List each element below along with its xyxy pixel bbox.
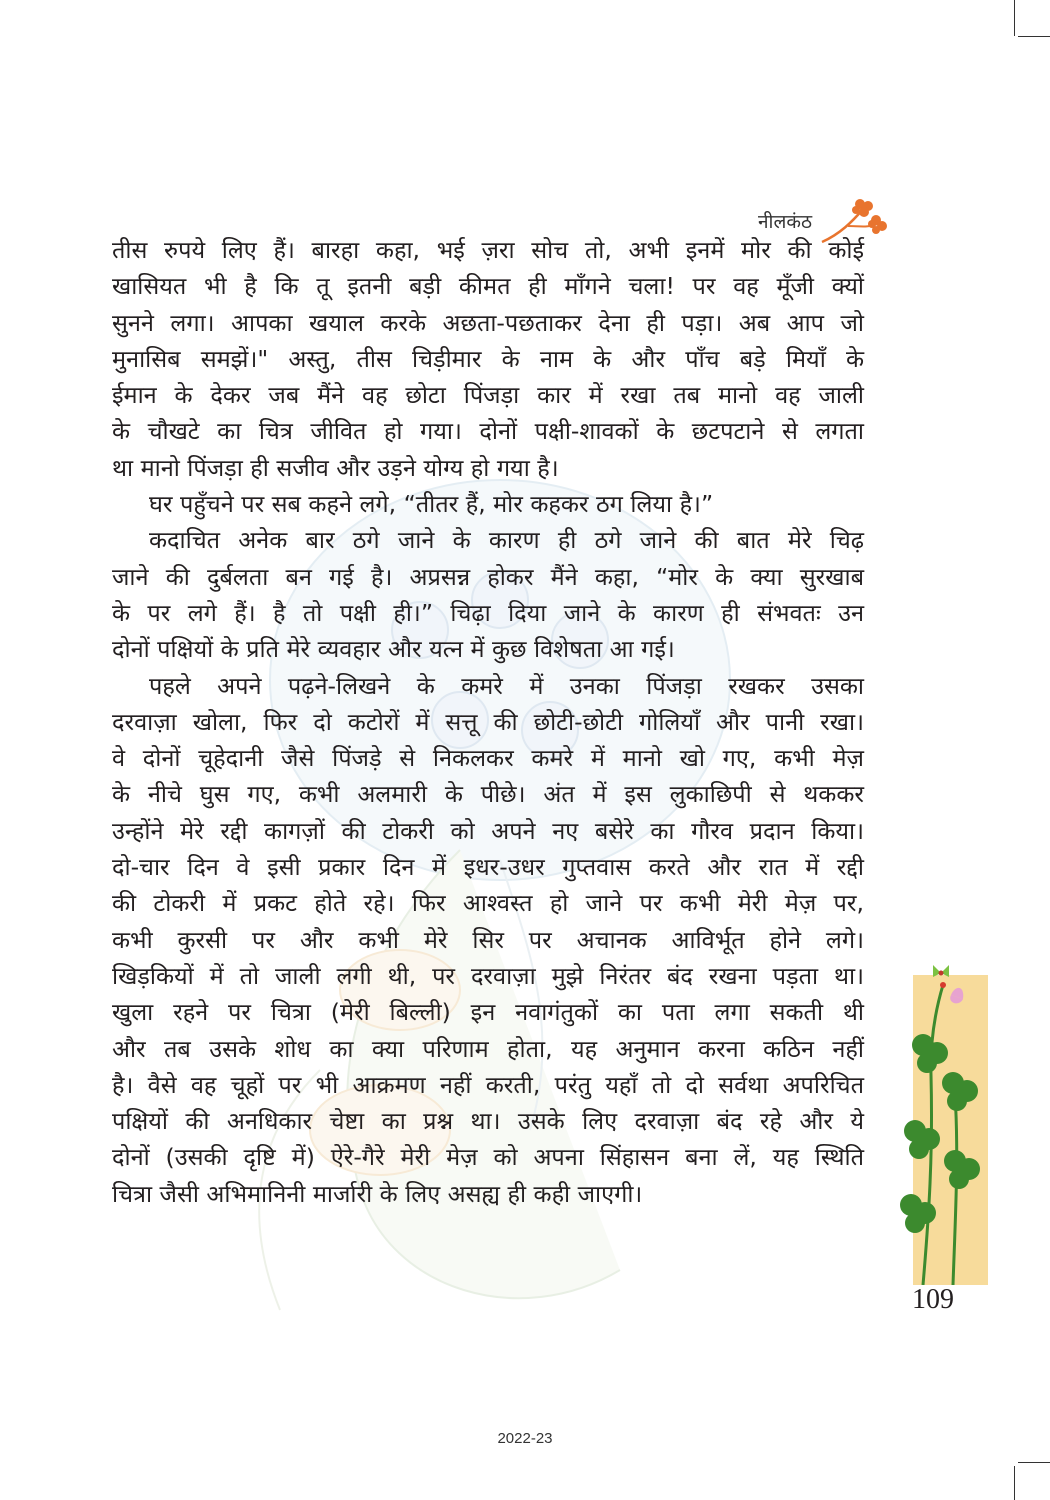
text-line: तीस रुपये लिए हैं। बारहा कहा, भई ज़रा सोच तो, अभी इनमें मोर की कोई [112,236,864,264]
text-line: जाने की दुर्बलता बन गई है। अप्रसन्न होकर मैंने कहा, “मोर के क्या सुरखाब [112,562,864,591]
butterfly-icon [933,965,949,977]
text-line: दोनों (उसकी दृष्टि में) ऐरे-गैरे मेरी मेज़ को अपना सिंहासन बना लें, यह स्थिति [112,1143,864,1172]
chapter-title: नीलकंठ [758,211,812,233]
text-line: के नीचे घुस गए, कभी अलमारी के पीछे। अंत में इस लुकाछिपी से थककर [112,780,864,809]
text-line: खासियत भी है कि तू इतनी बड़ी कीमत ही माँगने चला! पर वह मूँजी क्यों [112,272,864,301]
text-line: और तब उसके शोध का क्या परिणाम होता, यह अनुमान करना कठिन नहीं [112,1034,864,1063]
text-line: कदाचित अनेक बार ठगे जाने के कारण ही ठगे जाने की बात मेरे चिढ़ [149,526,864,555]
text-line: वे दोनों चूहेदानी जैसे पिंजड़े से निकलकर कमरे में मानो खो गए, कभी मेज़ [112,744,864,773]
crop-mark-top-vertical [1014,0,1015,36]
crop-mark-bottom-horizontal [1018,1462,1050,1463]
text-line: दो-चार दिन वे इसी प्रकार दिन में इधर-उधर गुप्तवास करते और रात में रद्दी [112,853,864,882]
text-line: है। वैसे वह चूहों पर भी आक्रमण नहीं करती, परंतु यहाँ तो दो सर्वथा अपरिचित [112,1070,864,1099]
text-line: पक्षियों की अनधिकार चेष्टा का प्रश्न था। उसके लिए दरवाज़ा बंद रहे और ये [112,1107,864,1136]
text-line: खुला रहने पर चित्रा (मेरी बिल्ली) इन नवागंतुकों का पता लगा सकती थी [112,998,864,1027]
body-text [112,232,864,1212]
text-line: के पर लगे हैं। है तो पक्षी ही।” चिढ़ा दिया जाने के कारण ही संभवतः उन [112,598,864,627]
text-line: ईमान के देकर जब मैंने वह छोटा पिंजड़ा कार में रखा तब मानो वह जाली [112,381,864,410]
crop-mark-bottom-vertical [1014,1466,1015,1500]
text-line: उन्होंने मेरे रद्दी कागज़ों की टोकरी को अपने नए बसेरे का गौरव प्रदान किया। [112,816,864,845]
text-line: पहले अपने पढ़ने-लिखने के कमरे में उनका पिंजड़ा रखकर उसका [149,671,864,700]
text-line: दरवाज़ा खोला, फिर दो कटोरों में सत्तू की छोटी-छोटी गोलियाँ और पानी रखा। [112,707,864,736]
clover-stem-illustration [893,955,988,1285]
footer-year: 2022-23 [497,1430,553,1447]
text-line: दोनों पक्षियों के प्रति मेरे व्यवहार और यत्न में कुछ विशेषता आ गई। [112,635,675,664]
text-line: के चौखटे का चित्र जीवित हो गया। दोनों पक्षी-शावकों के छटपटाने से लगता [112,417,864,446]
text-line: चित्रा जैसी अभिमानिनी मार्जारी के लिए असह्य ही कही जाएगी। [112,1179,643,1208]
text-line: कभी कुरसी पर और कभी मेरे सिर पर अचानक आविर्भूत होने लगे। [112,925,864,954]
text-line: की टोकरी में प्रकट होते रहे। फिर आश्वस्त हो जाने पर कभी मेरी मेज़ पर, [112,889,864,918]
text-line: खिड़कियों में तो जाली लगी थी, पर दरवाज़ा मुझे निरंतर बंद रखना पड़ता था। [112,961,864,990]
text-line: घर पहुँचने पर सब कहने लगे, “तीतर हैं, मोर कहकर ठग लिया है।” [149,490,714,519]
text-line: सुनने लगा। आपका खयाल करके अछता-पछताकर देना ही पड़ा। अब आप जो [112,308,864,337]
text-line: था मानो पिंजड़ा ही सजीव और उड़ने योग्य हो गया है। [112,453,559,482]
page-number: 109 [912,1284,954,1315]
text-line: मुनासिब समझें।" अस्तु, तीस चिड़ीमार के नाम के और पाँच बड़े मियाँ के [112,344,864,373]
crop-mark-top-horizontal [1018,36,1050,37]
